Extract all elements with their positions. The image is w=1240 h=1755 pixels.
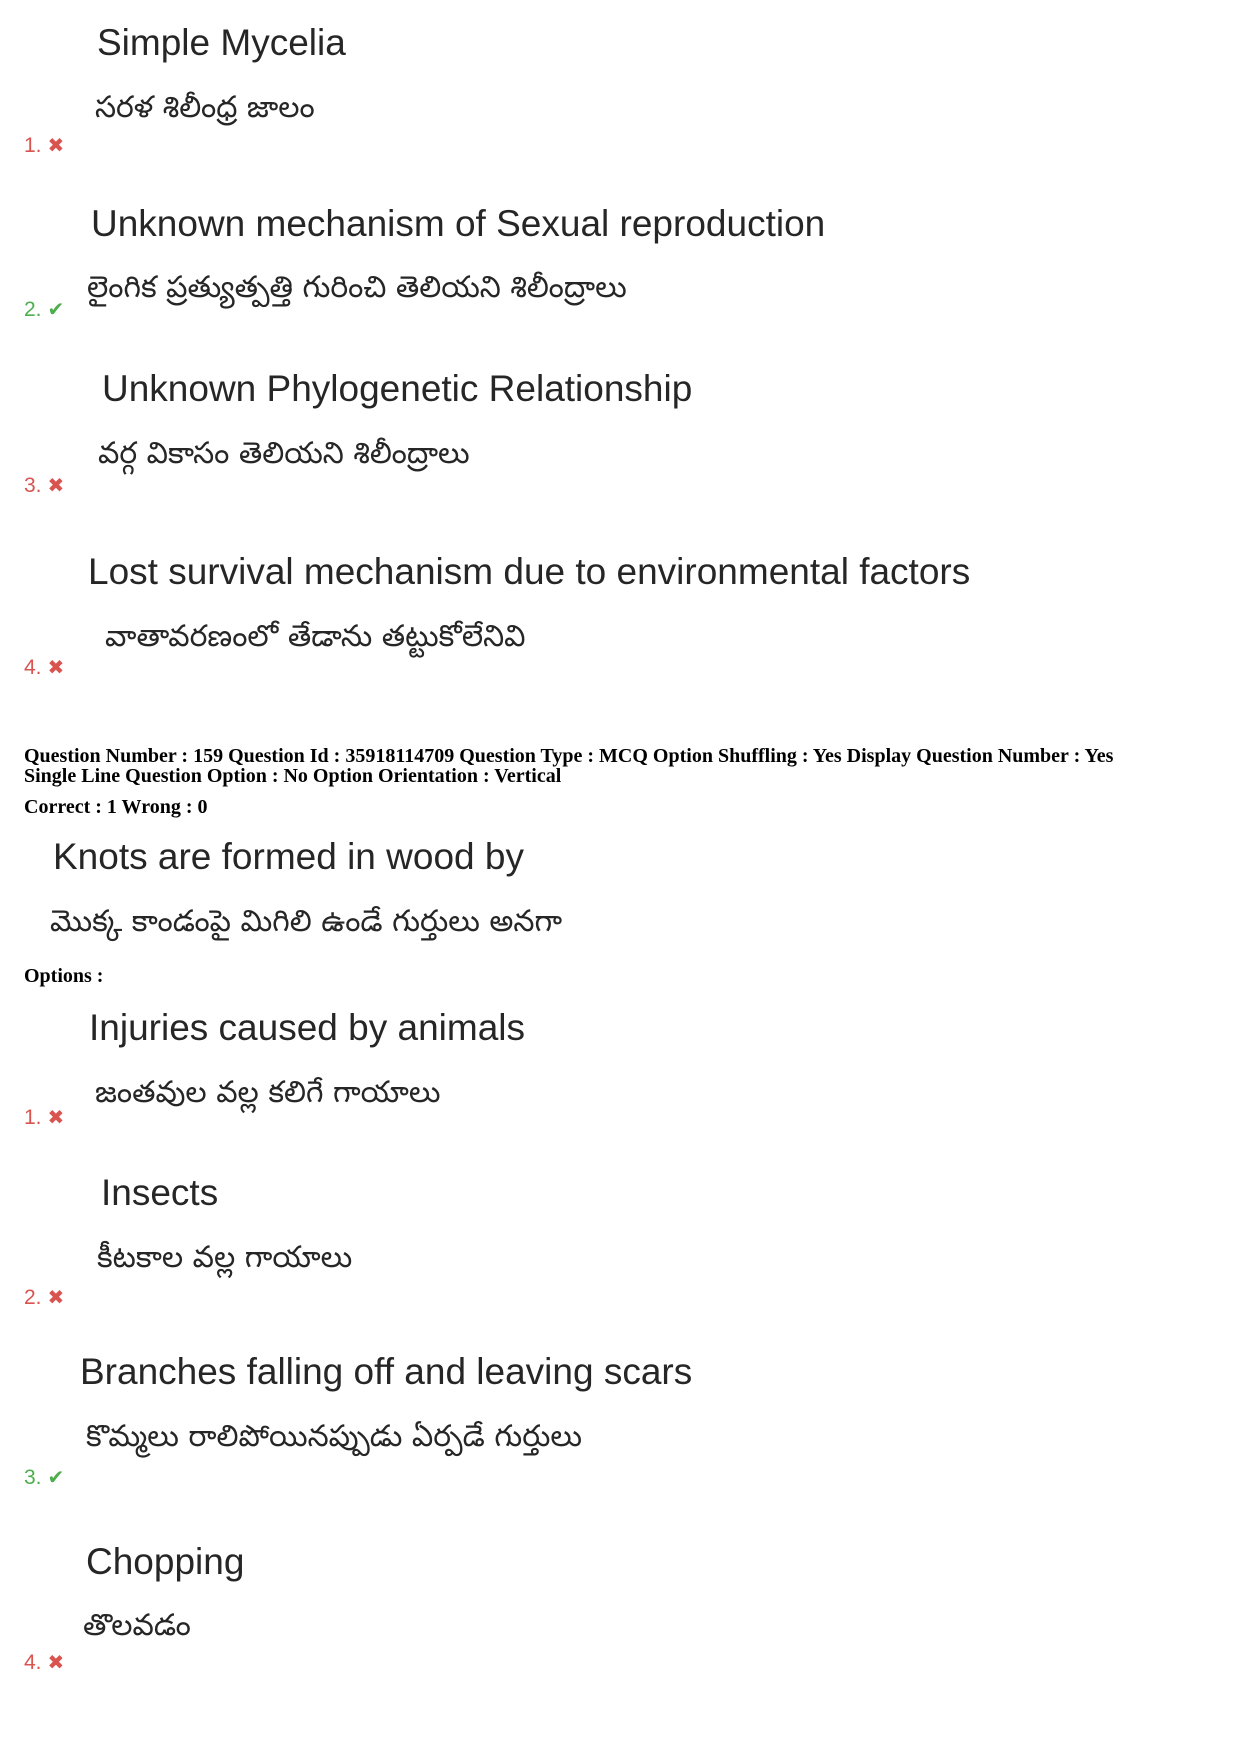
option-4-marker (24, 1650, 64, 1675)
option-2-marker (24, 1285, 64, 1310)
option-number: 1. (24, 1106, 42, 1129)
prev-option-3-english: Unknown Phylogenetic Relationship (102, 368, 693, 409)
question-text-english: Knots are formed in wood by (53, 836, 524, 877)
prev-option-3-telugu: వర్గ వికాసం తెలియని శిలీంద్రాలు (98, 436, 470, 471)
cross-icon: ✖ (47, 1287, 65, 1309)
check-icon: ✔ (47, 299, 65, 321)
prev-option-2-english: Unknown mechanism of Sexual reproduction (91, 203, 826, 244)
prev-option-1-marker (24, 133, 64, 158)
option-1-english: Injuries caused by animals (89, 1007, 525, 1048)
option-number: 4. (24, 1651, 42, 1674)
question-meta-line-2: Single Line Question Option : No Option Orientation : Vertical (24, 765, 562, 787)
prev-option-3-marker (24, 473, 64, 498)
cross-icon: ✖ (47, 475, 65, 497)
question-text-telugu: మొక్క కాండంపై మిగిలి ఉండే గుర్తులు అనగా (50, 904, 563, 939)
option-number: 2. (24, 1286, 42, 1309)
option-2-english: Insects (101, 1172, 219, 1213)
option-2-telugu: కీటకాల వల్ల గాయాలు (97, 1240, 353, 1275)
option-3-marker (24, 1465, 64, 1490)
cross-icon: ✖ (47, 135, 65, 157)
options-label: Options : (24, 965, 104, 987)
check-icon: ✔ (47, 1467, 65, 1489)
option-4-telugu: తొలవడం (83, 1608, 191, 1643)
option-number: 1. (24, 134, 42, 157)
prev-option-4-marker (24, 655, 64, 680)
option-number: 2. (24, 298, 42, 321)
prev-option-1-telugu: సరళ శిలీంధ్ర జాలం (95, 90, 315, 125)
option-1-marker (24, 1105, 64, 1130)
option-4-english: Chopping (86, 1541, 245, 1582)
option-3-english: Branches falling off and leaving scars (80, 1351, 693, 1392)
option-number: 3. (24, 474, 42, 497)
prev-option-4-english: Lost survival mechanism due to environmental factors (88, 551, 971, 592)
cross-icon: ✖ (47, 1107, 65, 1129)
option-number: 3. (24, 1466, 42, 1489)
option-3-telugu: కొమ్మలు రాలిపోయినప్పుడు ఏర్పడే గుర్తులు (86, 1419, 583, 1454)
question-meta-line-1: Question Number : 159 Question Id : 35918114709 Question Type : MCQ Option Shuffling : Yes Display Question Number : Yes (24, 745, 1114, 767)
prev-option-4-telugu: వాతావరణంలో తేడాను తట్టుకోలేనివి (105, 619, 526, 654)
prev-option-2-marker (24, 297, 64, 322)
cross-icon: ✖ (47, 657, 65, 679)
prev-option-1-english: Simple Mycelia (97, 22, 346, 63)
prev-option-2-telugu: లైంగిక ప్రత్యుత్పత్తి గురించి తెలియని శిలీంద్రాలు (87, 270, 627, 305)
option-1-telugu: జంతవుల వల్ల కలిగే గాయాలు (95, 1075, 441, 1110)
option-number: 4. (24, 656, 42, 679)
cross-icon: ✖ (47, 1652, 65, 1674)
question-score: Correct : 1 Wrong : 0 (24, 796, 208, 818)
